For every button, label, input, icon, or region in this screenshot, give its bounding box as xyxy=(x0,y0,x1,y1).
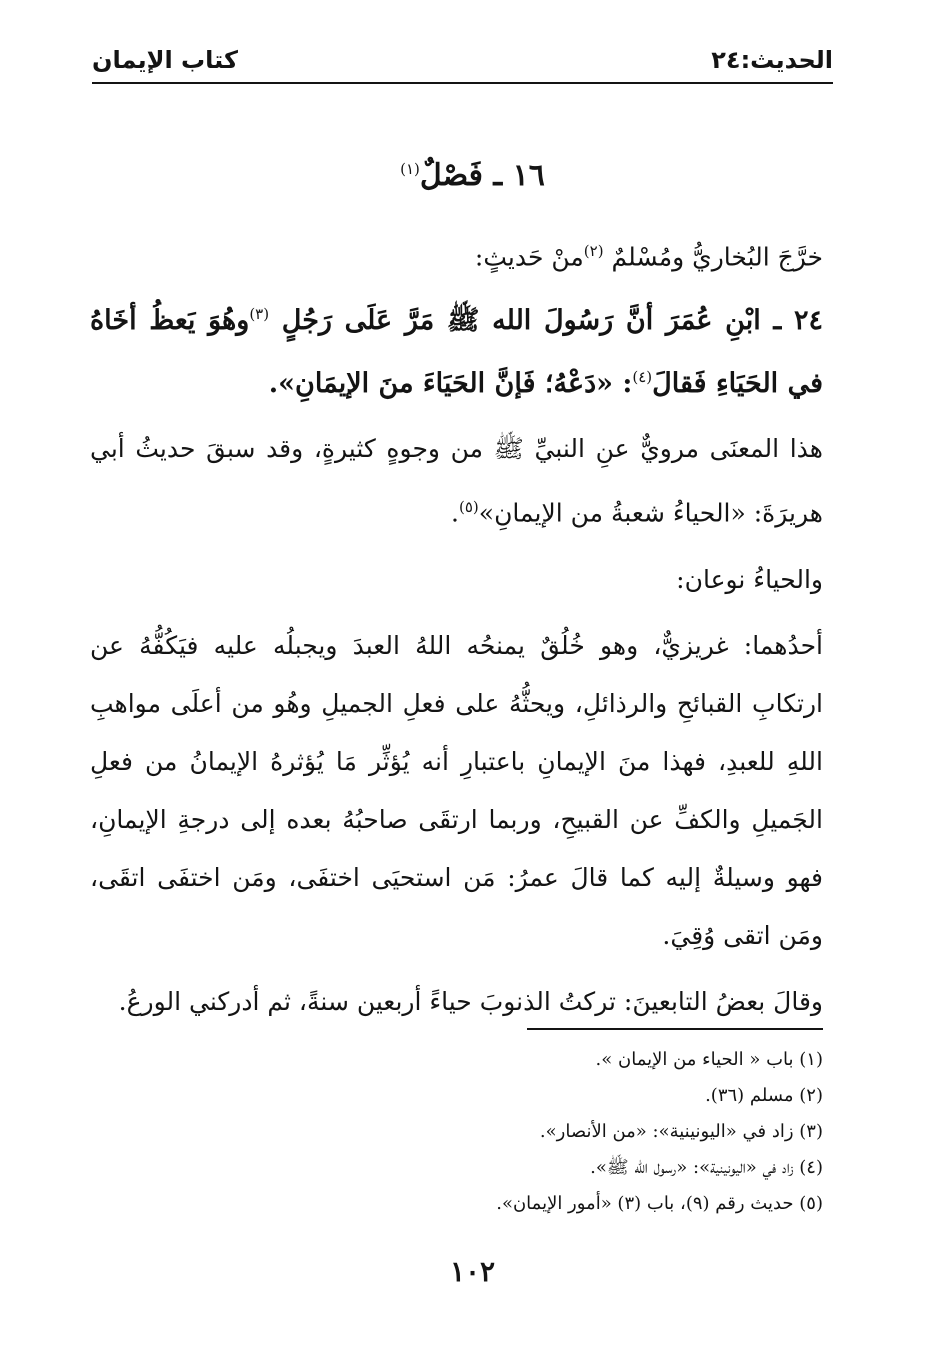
hadith-part-3: : «دَعْهُ؛ فَإنَّ الحَيَاءَ منَ الإيمَانِ». xyxy=(268,368,633,400)
paragraph-1-text: هذا المعنَى مرويٌّ عنِ النبيِّ ﷺ من وجوهٍ كثيرةٍ، وقد سبقَ حديثُ أبي هريرَةَ: «الحياءُ شعبةُ من الإيمانِ» xyxy=(90,434,823,528)
footnote-item: (٢) مسلم (٣٦). xyxy=(705,1085,823,1106)
footnote-item: (٣) زاد في «اليونينية»: «من الأنصار». xyxy=(539,1121,823,1142)
intro-text-1: خرَّجَ البُخاريُّ ومُسْلمٌ xyxy=(611,242,823,272)
footnote-ref-3: (٣) xyxy=(249,305,270,324)
paragraph-4 xyxy=(90,973,823,1031)
paragraph-4-text: وقالَ بعضُ التابعينَ: تركتُ الذنوبَ حياءً أربعين سنةً، ثم أدركني الورعُ. xyxy=(118,986,823,1016)
footnote-rule xyxy=(527,1028,823,1030)
main-text xyxy=(90,222,823,1031)
page-number: ١٠٢ xyxy=(449,1255,496,1288)
running-header xyxy=(92,40,833,80)
intro-line xyxy=(90,222,823,286)
hadith-part-2: وهُوَ يَعظُ أخَاهُ في الحَيَاءِ فَقالَ xyxy=(90,305,823,400)
spacer xyxy=(90,609,823,617)
footnotes xyxy=(300,1042,823,1222)
spacer xyxy=(90,412,823,420)
hadith-part-1: ٢٤ ـ ابْنِ عُمَرَ أنَّ رَسُولَ الله ﷺ مَرَّ عَلَى رَجُلٍ xyxy=(281,305,823,337)
chapter-title-text: ١٦ ـ فَصْلٌ xyxy=(419,158,545,193)
paragraph-3-text: أحدُهما: غريزيٌّ، وهو خُلُقٌ يمنحُه اللهُ العبدَ ويجبلُه عليه فيَكُفُّهُ عن ارتكابِ القبائحِ والرذائلِ، ويحثُّهُ على فعلِ الجميلِ وهُو من أعلَى مواهبِ اللهِ للعبدِ، فهذا منَ الإيمانِ باعتبارِ أنه يُؤثِّر مَا يُؤثرهُ الإيمانُ من فعلِ الجَميلِ والكفِّ عن القبيحِ، وربما ارتقَى صاحبُهُ بعده إلى درجةِ الإيمانِ، فهو وسيلةٌ إليه كما قالَ عمرُ: مَن استحيَى اختفَى، ومَن اختفَى اتقَى، ومَن اتقى وُقِيَ. xyxy=(90,630,823,950)
spacer xyxy=(90,965,823,973)
footnote-item: (٤) زاد في «اليونينية»: «رسول الله ﷺ». xyxy=(590,1157,823,1178)
paragraph-3 xyxy=(90,617,823,965)
header-rule xyxy=(92,82,833,84)
intro-text-2: منْ حَديثٍ: xyxy=(474,242,584,272)
hadith-text xyxy=(90,286,823,412)
footnote-item: (١) باب « الحياء من الإيمان ». xyxy=(595,1049,823,1070)
header-hadith-number: الحديث:٢٤ xyxy=(711,46,833,74)
paragraph-1-end: . xyxy=(451,498,459,528)
footnote-ref-4: (٤) xyxy=(632,368,653,387)
paragraph-2 xyxy=(90,551,823,609)
spacer xyxy=(90,543,823,551)
footnote-ref-2: (٢) xyxy=(583,242,604,260)
footnote-ref-5: (٥) xyxy=(459,498,479,517)
footnote-item: (٥) حديث رقم (٩)، باب (٣) «أمور الإيمان». xyxy=(496,1193,823,1214)
chapter-title xyxy=(0,158,945,193)
paragraph-2-text: والحياءُ نوعان: xyxy=(676,564,823,594)
header-book-title: كتاب الإيمان xyxy=(92,46,238,74)
footnote-ref-1: (١) xyxy=(400,160,420,178)
paragraph-1 xyxy=(90,420,823,542)
